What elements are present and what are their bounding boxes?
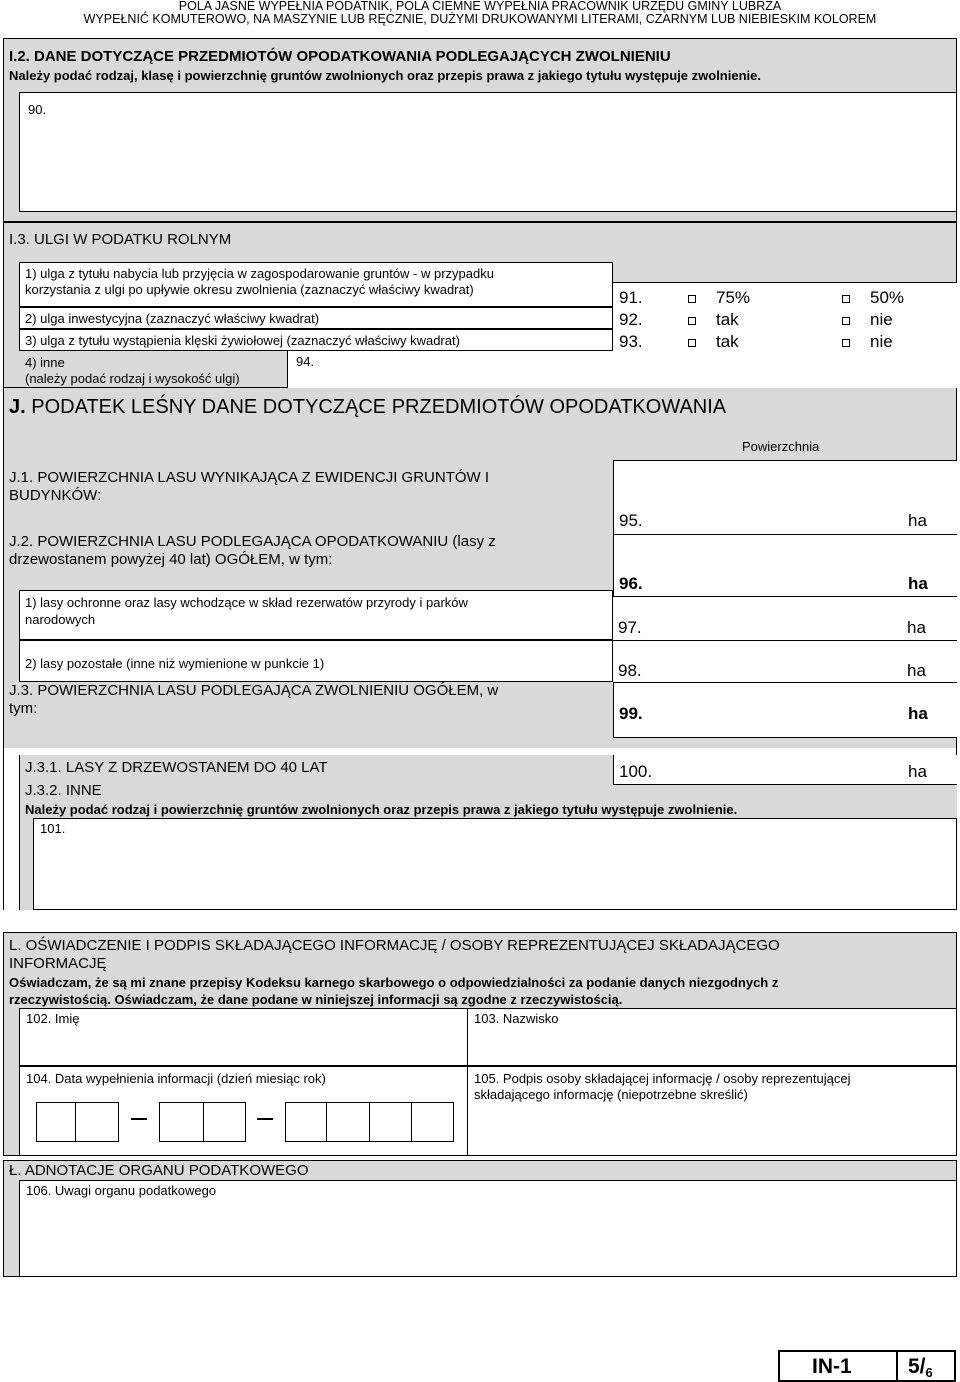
field-96-label: 96.	[619, 574, 643, 593]
field-105-label-1: 105. Podpis osoby składającej informację / osoby reprezentującej	[474, 1071, 851, 1086]
field-91-label: 91.	[619, 288, 643, 307]
section-l-title-2: INFORMACJĘ	[9, 955, 107, 972]
field-102-label: 102. Imię	[26, 1011, 80, 1026]
field-104-label: 104. Data wypełnienia informacji (dzień miesiąc rok)	[26, 1071, 326, 1086]
header-line-2: WYPEŁNIĆ KOMUTEROWO, NA MASZYNIE LUB RĘCZNIE, DUŻYMI DRUKOWANYMI LITERAMI, CZARNYM LUB NIEBIESKIM KOLOREM	[83, 12, 877, 26]
j2-text-2: drzewostanem powyżej 40 lat) OGÓŁEM, w tym:	[9, 551, 333, 568]
j1-text-2: BUDYNKÓW:	[9, 487, 102, 504]
j32-text: J.3.2. INNE	[25, 782, 102, 799]
field-99-unit: ha	[908, 704, 928, 723]
date-month-digit-2[interactable]	[203, 1102, 246, 1142]
field-98-label: 98.	[618, 661, 642, 680]
field-102[interactable]	[19, 1008, 468, 1066]
j31-text: J.3.1. LASY Z DRZEWOSTANEM DO 40 LAT	[25, 759, 328, 776]
field-98[interactable]	[613, 640, 957, 682]
checkbox-icon	[842, 295, 850, 303]
field-103[interactable]	[467, 1008, 957, 1066]
j2a-text-2: narodowych	[25, 612, 96, 627]
checkbox-icon	[842, 339, 850, 347]
field-91	[613, 282, 957, 308]
field-93-label: 93.	[619, 332, 643, 351]
field-100[interactable]	[613, 755, 957, 785]
j3-text-1: J.3. POWIERZCHNIA LASU PODLEGAJĄCA ZWOLNIENIU OGÓŁEM, w	[9, 682, 499, 699]
checkbox-icon	[688, 317, 696, 325]
section-l-title-1: L. OŚWIADCZENIE I PODPIS SKŁADAJĄCEGO INFORMACJĘ / OSOBY REPREZENTUJĄCEJ SKŁADAJĄCEGO	[9, 937, 780, 954]
field-94[interactable]	[287, 351, 957, 388]
section-i3-title: I.3. ULGI W PODATKU ROLNYM	[9, 231, 232, 248]
date-separator-1	[131, 1118, 147, 1120]
footer-divider	[896, 1352, 898, 1380]
field-97-unit: ha	[907, 618, 926, 637]
field-95-label: 95.	[619, 511, 643, 530]
statement-text-1: Oświadczam, że są mi znane przepisy Kodeksu karnego skarbowego o odpowiedzialności za podanie danych niezgodnych z	[9, 975, 779, 990]
field-91-option-75[interactable]: 75%	[688, 288, 750, 308]
form-code: IN-1	[812, 1355, 852, 1378]
date-month-digit-1[interactable]	[159, 1102, 204, 1142]
field-97[interactable]	[613, 596, 957, 640]
checkbox-icon	[688, 339, 696, 347]
date-year-digit-1[interactable]	[285, 1102, 327, 1142]
page-footer-box	[778, 1350, 956, 1382]
page-number: 5/6	[908, 1355, 933, 1380]
field-101[interactable]	[33, 818, 957, 910]
field-105-label-2: składającego informację (niepotrzebne skreślić)	[474, 1087, 748, 1102]
date-day-digit-1[interactable]	[36, 1102, 76, 1142]
date-day-digit-2[interactable]	[75, 1102, 119, 1142]
section-l2-title: Ł. ADNOTACJE ORGANU PODATKOWEGO	[9, 1162, 309, 1179]
j2-text-1: J.2. POWIERZCHNIA LASU PODLEGAJĄCA OPODATKOWANIU (lasy z	[9, 533, 496, 550]
relief-1-text-2: korzystania z ulgi po upływie okresu zwolnienia (zaznaczyć właściwy kwadrat)	[25, 282, 474, 297]
field-100-label: 100.	[619, 762, 653, 781]
field-97-label: 97.	[618, 618, 642, 637]
field-106	[19, 1180, 957, 1277]
field-91-option-50[interactable]: 50%	[842, 288, 904, 308]
field-100-unit: ha	[908, 762, 927, 781]
j2a-text-1: 1) lasy ochronne oraz lasy wchodzące w skład rezerwatów przyrody i parków	[25, 595, 468, 610]
field-99-label: 99.	[619, 704, 643, 723]
date-separator-2	[257, 1118, 273, 1120]
field-93-option-tak[interactable]: tak	[688, 332, 739, 352]
relief-2-text: 2) ulga inwestycyjna (zaznaczyć właściwy kwadrat)	[25, 311, 320, 326]
statement-text-2: rzeczywistością. Oświadczam, że dane podane w niniejszej informacji są zgodne z rzeczywistością.	[9, 992, 623, 1007]
field-103-label: 103. Nazwisko	[474, 1011, 559, 1026]
field-101-label: 101.	[40, 821, 66, 836]
field-93	[613, 329, 957, 351]
field-92-option-tak[interactable]: tak	[688, 310, 739, 330]
field-92-option-nie[interactable]: nie	[842, 310, 893, 330]
field-90-label: 90.	[28, 102, 47, 117]
date-year-digit-3[interactable]	[369, 1102, 412, 1142]
j1-text-1: J.1. POWIERZCHNIA LASU WYNIKAJĄCA Z EWIDENCJI GRUNTÓW I	[9, 469, 490, 486]
header-line-1: POLA JASNE WYPEŁNIA PODATNIK, POLA CIEMNE WYPEŁNIA PRACOWNIK URZĘDU GMINY LUBRZA	[178, 0, 782, 13]
field-96[interactable]	[613, 534, 957, 596]
relief-3-text: 3) ulga z tytułu wystąpienia klęski żywiołowej (zaznaczyć właściwy kwadrat)	[25, 333, 460, 348]
field-94-label: 94.	[296, 354, 315, 369]
section-i2-title: I.2. DANE DOTYCZĄCE PRZEDMIOTÓW OPODATKOWANIA PODLEGAJĄCYCH ZWOLNIENIU	[9, 48, 671, 65]
field-95[interactable]	[613, 460, 957, 534]
field-95-unit: ha	[908, 511, 927, 530]
relief-1-text-1: 1) ulga z tytułu nabycia lub przyjęcia w zagospodarowanie gruntów - w przypadku	[25, 266, 494, 281]
section-j-title: J. PODATEK LEŚNY DANE DOTYCZĄCE PRZEDMIOTÓW OPODATKOWANIA	[9, 396, 727, 418]
j32-subtitle: Należy podać rodzaj i powierzchnię gruntów zwolnionych oraz przepis prawa z jakiego tytułu występuje zwolnienie.	[25, 802, 738, 817]
date-year-digit-2[interactable]	[326, 1102, 370, 1142]
field-99[interactable]	[613, 682, 957, 738]
section-i2-subtitle: Należy podać rodzaj, klasę i powierzchnię gruntów zwolnionych oraz przepis prawa z jakiego tytułu występuje zwolnienie.	[9, 68, 761, 83]
date-year-digit-4[interactable]	[411, 1102, 454, 1142]
field-98-unit: ha	[907, 661, 926, 680]
checkbox-icon	[688, 295, 696, 303]
j2b-text: 2) lasy pozostałe (inne niż wymienione w punkcie 1)	[25, 656, 325, 671]
j3-text-2: tym:	[9, 700, 38, 717]
col-header-area: Powierzchnia	[742, 439, 820, 454]
checkbox-icon	[842, 317, 850, 325]
relief-4-text-1: 4) inne	[25, 355, 65, 370]
field-106-label: 106. Uwagi organu podatkowego	[26, 1183, 217, 1198]
field-96-unit: ha	[908, 574, 928, 593]
field-90[interactable]	[19, 92, 957, 212]
field-105[interactable]	[467, 1066, 957, 1156]
field-93-option-nie[interactable]: nie	[842, 332, 893, 352]
field-92	[613, 307, 957, 329]
field-92-label: 92.	[619, 310, 643, 329]
relief-4-text-2: (należy podać rodzaj i wysokość ulgi)	[25, 371, 240, 386]
